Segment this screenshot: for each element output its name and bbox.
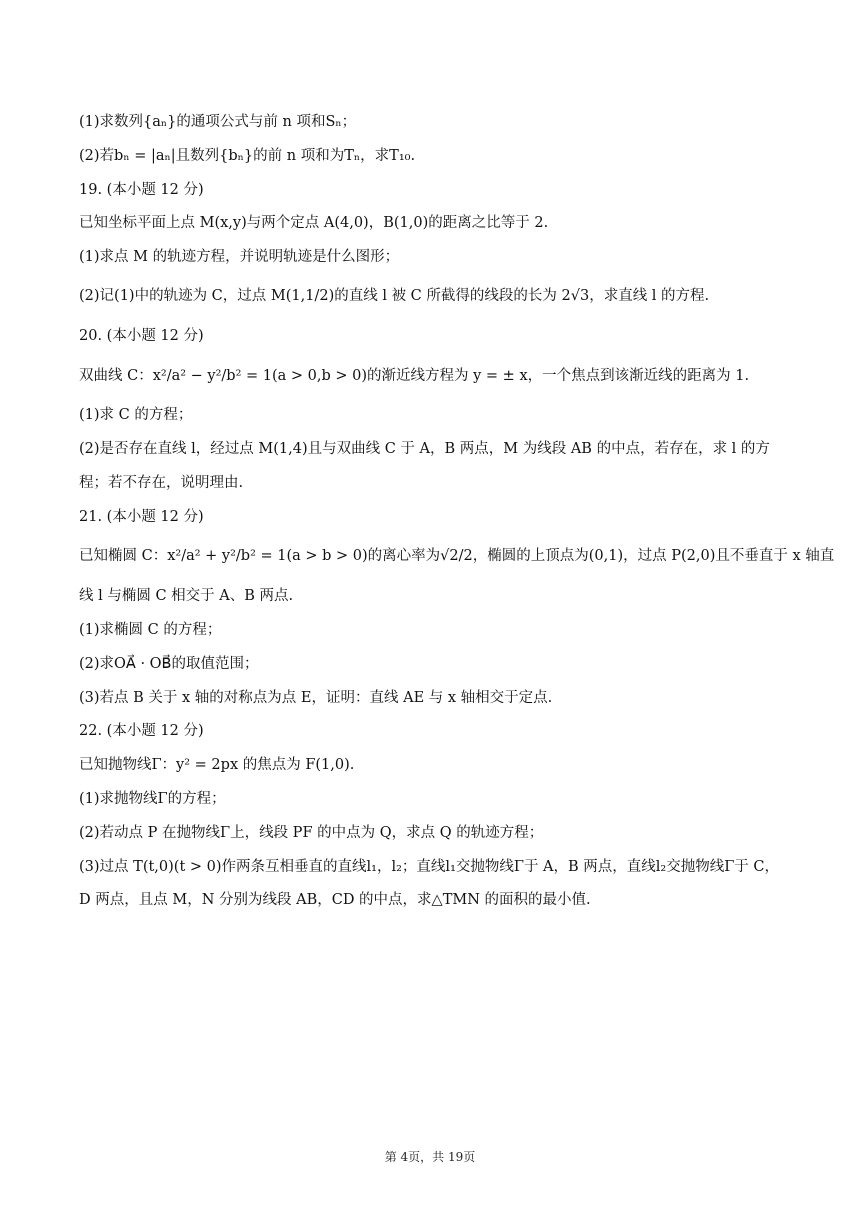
text-line: (1)求抛物线Γ的方程； xyxy=(79,791,226,807)
text-line: 线 l 与椭圆 C 相交于 A、B 两点. xyxy=(79,588,294,604)
text-line: 程；若不存在，说明理由. xyxy=(79,475,244,491)
text-line: (2)若动点 P 在抛物线Γ上，线段 PF 的中点为 Q，求点 Q 的轨迹方程； xyxy=(79,825,544,841)
text-line: 已知椭圆 C：x²/a² + y²/b² = 1(a > b > 0)的离心率为√2/2，椭圆的上顶点为(0,1)，过点 P(2,0)且不垂直于 x 轴直 xyxy=(79,548,835,564)
question-heading: 19. (本小题 12 分) xyxy=(79,182,204,198)
text-line: 已知抛物线Γ：y² = 2px 的焦点为 F(1,0). xyxy=(79,757,355,773)
text-line: (1)求点 M 的轨迹方程，并说明轨迹是什么图形； xyxy=(79,249,400,265)
text-line: (1)求 C 的方程； xyxy=(79,407,193,423)
question-heading: 20. (本小题 12 分) xyxy=(79,328,204,344)
question-heading: 21. (本小题 12 分) xyxy=(79,509,204,525)
text-line: 已知坐标平面上点 M(x,y)与两个定点 A(4,0)，B(1,0)的距离之比等于 2. xyxy=(79,215,549,231)
text-line: (2)若bₙ = |aₙ|且数列{bₙ}的前 n 项和为Tₙ，求T₁₀. xyxy=(79,148,416,164)
text-line: (2)记(1)中的轨迹为 C，过点 M(1,1/2)的直线 l 被 C 所截得的线段的长为 2√3，求直线 l 的方程. xyxy=(79,288,710,304)
text-line: (1)求椭圆 C 的方程； xyxy=(79,622,222,638)
text-line: (3)过点 T(t,0)(t > 0)作两条互相垂直的直线l₁，l₂；直线l₁交抛物线Γ于 A，B 两点，直线l₂交抛物线Γ于 C， xyxy=(79,859,779,875)
text-line: 双曲线 C：x²/a² − y²/b² = 1(a > 0,b > 0)的渐近线方程为 y = ± x，一个焦点到该渐近线的距离为 1. xyxy=(79,368,750,384)
text-line: (2)求OA⃗ · OB⃗的取值范围； xyxy=(79,656,259,672)
text-line: (2)是否存在直线 l，经过点 M(1,4)且与双曲线 C 于 A，B 两点，M 为线段 AB 的中点，若存在，求 l 的方 xyxy=(79,441,770,457)
text-line: (3)若点 B 关于 x 轴的对称点为点 E，证明：直线 AE 与 x 轴相交于定点. xyxy=(79,690,553,706)
page-footer: 第 4页，共 19页 xyxy=(384,1150,476,1164)
question-heading: 22. (本小题 12 分) xyxy=(79,723,204,739)
text-line: D 两点，且点 M，N 分别为线段 AB，CD 的中点，求△TMN 的面积的最小值. xyxy=(79,892,591,908)
text-line: (1)求数列{aₙ}的通项公式与前 n 项和Sₙ； xyxy=(79,114,357,130)
